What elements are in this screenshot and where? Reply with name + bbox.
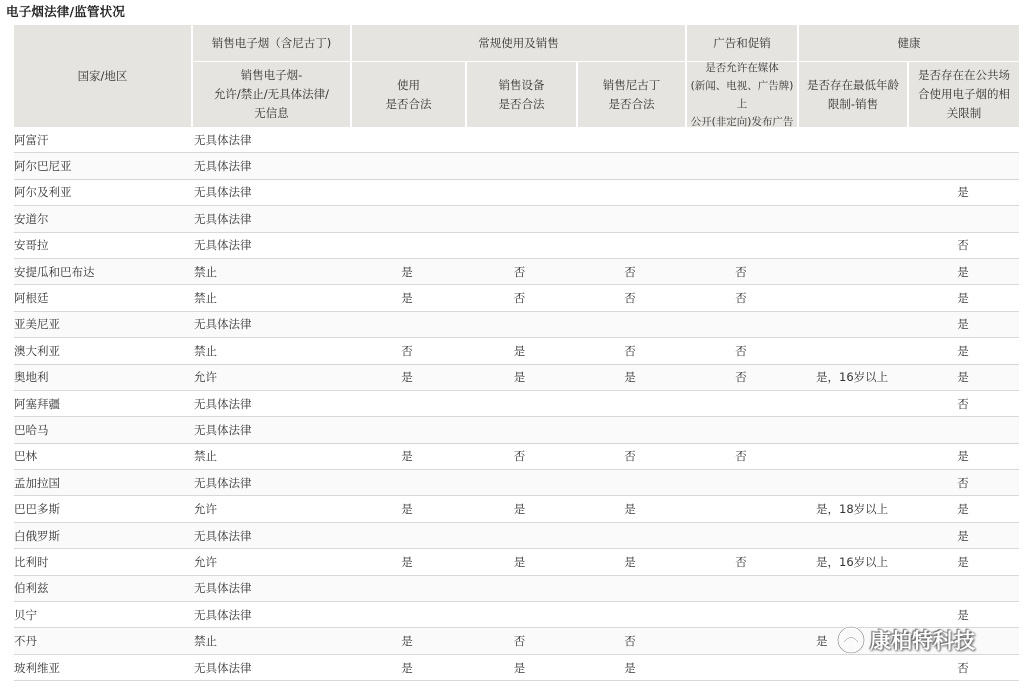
device-legal-cell: 否: [513, 264, 526, 279]
table-row: [14, 602, 1019, 628]
sale-status-cell: 禁止: [194, 449, 217, 464]
sale-status-cell: 无具体法律: [194, 422, 252, 437]
sale-status-cell: 允许: [194, 370, 217, 385]
public-restriction-cell: 是: [957, 554, 969, 569]
table-row: [14, 417, 1019, 443]
sale-status-cell: 无具体法律: [194, 475, 252, 490]
country-cell: 阿尔巴尼亚: [14, 159, 72, 174]
sale-status-cell: 无具体法律: [194, 185, 252, 200]
public-restriction-cell: 是: [957, 291, 969, 306]
table-row: [14, 470, 1019, 496]
public-restriction-cell: 否: [957, 660, 969, 675]
device-legal-cell: 是: [513, 502, 526, 517]
header-min-age: 是否存在最低年龄 限制-销售: [799, 62, 907, 127]
sale-status-cell: 允许: [194, 502, 217, 517]
min-age-cell: 是: [816, 634, 828, 649]
page-title: 电子烟法律/监管状况: [6, 4, 126, 19]
use-legal-cell: 是: [401, 502, 413, 517]
country-cell: 安道尔: [14, 211, 49, 226]
header-country: 国家/地区: [14, 25, 191, 127]
sale-status-cell: 无具体法律: [194, 660, 252, 675]
country-cell: 阿根廷: [14, 291, 49, 306]
watermark-text: 康柏特科技: [870, 629, 975, 653]
country-cell: 阿尔及利亚: [14, 185, 72, 200]
sale-status-cell: 禁止: [194, 634, 217, 649]
use-legal-cell: 是: [401, 291, 413, 306]
table-row: [14, 127, 1019, 153]
table-row: [14, 259, 1019, 285]
device-legal-cell: 是: [513, 343, 526, 358]
table-row: [14, 496, 1019, 522]
ad-allowed-cell: 否: [735, 343, 747, 358]
use-legal-cell: 是: [401, 264, 413, 279]
country-cell: 澳大利亚: [14, 343, 60, 358]
country-cell: 玻利维亚: [14, 660, 60, 675]
table-row: [14, 285, 1019, 311]
device-legal-cell: 是: [513, 660, 526, 675]
table-row: [14, 523, 1019, 549]
use-legal-cell: 是: [401, 660, 413, 675]
device-legal-cell: 否: [513, 634, 526, 649]
country-cell: 伯利兹: [14, 581, 49, 596]
device-legal-cell: 否: [513, 449, 526, 464]
nicotine-legal-cell: 否: [624, 291, 636, 306]
public-restriction-cell: 是: [957, 449, 969, 464]
device-legal-cell: 是: [513, 554, 526, 569]
table-row: [14, 233, 1019, 259]
sale-status-cell: 无具体法律: [194, 211, 252, 226]
table-body: [14, 127, 1019, 681]
country-cell: 巴哈马: [14, 422, 49, 437]
public-restriction-cell: 是: [957, 528, 969, 543]
sale-status-cell: 无具体法律: [194, 396, 252, 411]
header-nicotine-legal: 销售尼古丁 是否合法: [578, 62, 685, 127]
country-cell: 安哥拉: [14, 238, 49, 253]
country-cell: 阿富汗: [14, 132, 49, 147]
country-cell: 安提瓜和巴布达: [14, 264, 95, 279]
country-cell: 比利时: [14, 554, 49, 569]
header-health-group: 健康: [799, 25, 1019, 61]
public-restriction-cell: 是: [957, 185, 969, 200]
country-cell: 孟加拉国: [14, 475, 60, 490]
table-row: [14, 549, 1019, 575]
sale-status-cell: 无具体法律: [194, 132, 252, 147]
nicotine-legal-cell: 否: [624, 264, 636, 279]
sale-status-cell: 无具体法律: [194, 317, 252, 332]
public-restriction-cell: 否: [957, 475, 969, 490]
use-legal-cell: 是: [401, 370, 413, 385]
sale-status-cell: 无具体法律: [194, 159, 252, 174]
header-ad-allowed: 是否允许在媒体 (新闻、电视、广告牌)上 公开(非定向)发布广告: [687, 62, 797, 127]
sale-status-cell: 禁止: [194, 291, 217, 306]
min-age-cell: 是，16岁以上: [816, 554, 889, 569]
table-row: [14, 365, 1019, 391]
device-legal-cell: 是: [513, 370, 526, 385]
country-cell: 亚美尼亚: [14, 317, 60, 332]
public-restriction-cell: 是: [957, 502, 969, 517]
table-row: [14, 338, 1019, 364]
ad-allowed-cell: 否: [735, 554, 747, 569]
nicotine-legal-cell: 是: [624, 660, 636, 675]
ad-allowed-cell: 否: [735, 449, 747, 464]
sale-status-cell: 无具体法律: [194, 581, 252, 596]
header-sales-status: 销售电子烟- 允许/禁止/无具体法律/ 无信息: [193, 62, 350, 127]
table-row: [14, 576, 1019, 602]
country-cell: 巴巴多斯: [14, 502, 60, 517]
nicotine-legal-cell: 是: [624, 502, 636, 517]
regulation-table: [14, 25, 1019, 681]
use-legal-cell: 是: [401, 449, 413, 464]
ad-allowed-cell: 否: [735, 291, 747, 306]
public-restriction-cell: 是: [957, 343, 969, 358]
header-usage-group: 常规使用及销售: [352, 25, 685, 61]
sale-status-cell: 禁止: [194, 264, 217, 279]
header-use-legal: 使用 是否合法: [352, 62, 465, 127]
country-cell: 白俄罗斯: [14, 528, 60, 543]
public-restriction-cell: 否: [957, 238, 969, 253]
table-row: [14, 180, 1019, 206]
nicotine-legal-cell: 是: [624, 370, 636, 385]
header-sales-group: 销售电子烟（含尼古丁): [193, 25, 350, 61]
public-restriction-cell: 否: [957, 396, 969, 411]
public-restriction-cell: 是: [957, 264, 969, 279]
nicotine-legal-cell: 是: [624, 554, 636, 569]
header-public-restriction: 是否存在在公共场 合使用电子烟的相 关限制: [909, 62, 1019, 127]
table-row: [14, 153, 1019, 179]
nicotine-legal-cell: 否: [624, 343, 636, 358]
header-device-legal: 销售设备 是否合法: [467, 62, 576, 127]
country-cell: 巴林: [14, 449, 37, 464]
table-row: [14, 391, 1019, 417]
table-row: [14, 655, 1019, 681]
country-cell: 贝宁: [14, 607, 37, 622]
nicotine-legal-cell: 否: [624, 449, 636, 464]
public-restriction-cell: 是: [957, 607, 969, 622]
header-ad-group: 广告和促销: [687, 25, 797, 61]
ad-allowed-cell: 否: [735, 370, 747, 385]
sale-status-cell: 无具体法律: [194, 528, 252, 543]
country-cell: 不丹: [14, 634, 37, 649]
min-age-cell: 是，18岁以上: [816, 502, 889, 517]
sale-status-cell: 允许: [194, 554, 217, 569]
table-row: [14, 628, 1019, 654]
sale-status-cell: 无具体法律: [194, 238, 252, 253]
public-restriction-cell: 是: [957, 370, 969, 385]
device-legal-cell: 否: [513, 291, 526, 306]
country-cell: 阿塞拜疆: [14, 396, 60, 411]
use-legal-cell: 是: [401, 554, 413, 569]
sale-status-cell: 无具体法律: [194, 607, 252, 622]
public-restriction-cell: 是: [957, 317, 969, 332]
country-cell: 奥地利: [14, 370, 49, 385]
min-age-cell: 是，16岁以上: [816, 370, 889, 385]
ad-allowed-cell: 否: [735, 264, 747, 279]
table-row: [14, 312, 1019, 338]
use-legal-cell: 否: [401, 343, 413, 358]
use-legal-cell: 是: [401, 634, 413, 649]
nicotine-legal-cell: 否: [624, 634, 636, 649]
sale-status-cell: 禁止: [194, 343, 217, 358]
table-header: [14, 25, 1019, 127]
table-row: [14, 444, 1019, 470]
table-row: [14, 206, 1019, 232]
